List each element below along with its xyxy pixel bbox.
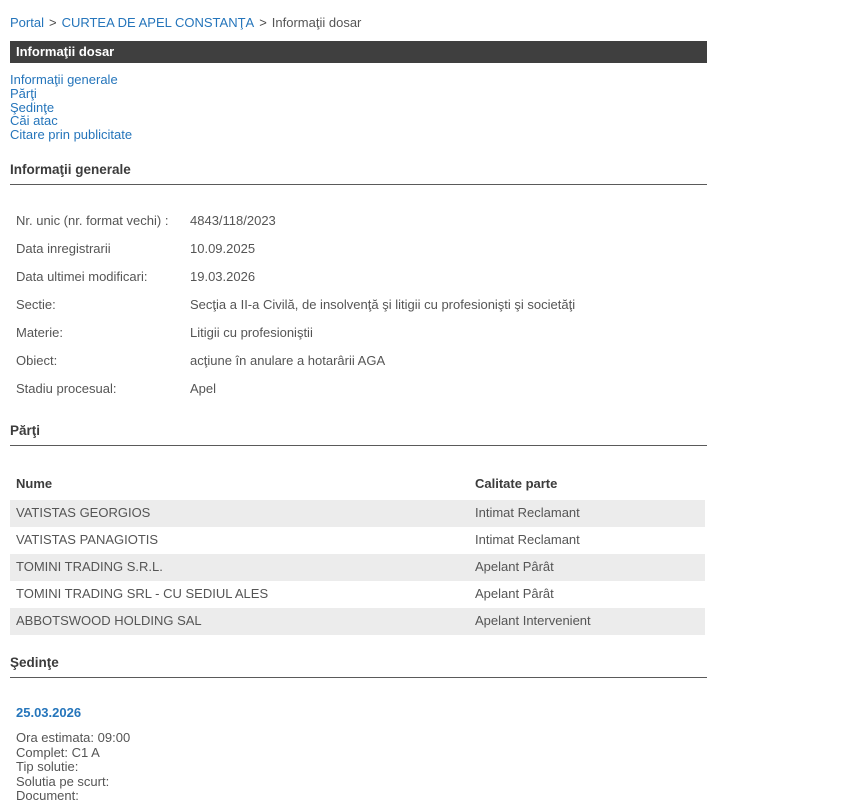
nav-link-sedinte[interactable]: Şedinţe <box>10 99 55 115</box>
hearing-detail-solutia-pe-scurt: Solutia pe scurt: <box>16 773 110 789</box>
party-name: TOMINI TRADING S.R.L. <box>16 558 163 574</box>
nav-link-cai-atac[interactable]: Căi atac <box>10 113 58 129</box>
info-row-data-inregistrarii <box>10 235 707 263</box>
parties-table-header <box>10 470 705 500</box>
hearing-entry <box>10 704 707 804</box>
table-row <box>10 500 705 527</box>
info-label: Materie: <box>16 324 63 340</box>
section-nav <box>10 73 707 142</box>
party-role: Apelant Pârât <box>475 558 554 574</box>
hearing-detail-ora-estimata: Ora estimata: 09:00 <box>16 729 131 745</box>
party-name: ABBOTSWOOD HOLDING SAL <box>16 612 202 628</box>
nav-link-parti[interactable]: Părţi <box>10 85 37 101</box>
party-role: Intimat Reclamant <box>475 531 580 547</box>
breadcrumb-link-court[interactable]: CURTEA DE APEL CONSTANŢA <box>61 15 255 30</box>
general-info-table <box>10 207 707 403</box>
breadcrumb-link-portal[interactable]: Portal <box>10 15 44 30</box>
info-label: Data ultimei modificari: <box>16 268 148 284</box>
breadcrumb <box>10 0 707 30</box>
breadcrumb-current: Informaţii dosar <box>271 15 362 30</box>
info-row-obiect <box>10 347 707 375</box>
party-name: VATISTAS PANAGIOTIS <box>16 531 159 547</box>
table-row <box>10 581 705 608</box>
table-row <box>10 554 705 581</box>
parties-table <box>10 470 705 635</box>
nav-link-citare-prin-publicitate[interactable]: Citare prin publicitate <box>10 127 133 143</box>
party-role: Intimat Reclamant <box>475 504 580 520</box>
info-row-nr-unic <box>10 207 707 235</box>
column-header-calitate-parte: Calitate parte <box>475 475 558 491</box>
info-value: 19.03.2026 <box>190 268 256 284</box>
hearing-detail-tip-solutie: Tip solutie: <box>16 759 79 775</box>
info-row-sectie <box>10 291 707 319</box>
info-value: acţiune în anulare a hotarârii AGA <box>190 352 386 368</box>
breadcrumb-separator: > <box>259 15 267 30</box>
party-name: TOMINI TRADING SRL - CU SEDIUL ALES <box>16 585 269 601</box>
hearing-detail-complet: Complet: C1 A <box>16 744 100 760</box>
section-heading-informatii-generale: Informaţii generale <box>10 162 707 185</box>
info-label: Nr. unic (nr. format vechi) : <box>16 212 169 228</box>
info-row-stadiu-procesual <box>10 375 707 403</box>
info-label: Obiect: <box>16 352 58 368</box>
section-heading-parti: Părţi <box>10 423 707 446</box>
hearing-detail-document: Document: <box>16 788 79 804</box>
info-label: Sectie: <box>16 296 56 312</box>
party-role: Apelant Intervenient <box>475 612 591 628</box>
column-header-nume: Nume <box>16 475 53 491</box>
info-row-materie <box>10 319 707 347</box>
info-value: Secţia a II-a Civilă, de insolvenţă şi litigii cu profesionişti şi societăţi <box>190 296 576 312</box>
info-row-data-ultimei-modificari <box>10 263 707 291</box>
table-row <box>10 527 705 554</box>
info-label: Stadiu procesual: <box>16 380 117 396</box>
hearing-date-link[interactable]: 25.03.2026 <box>16 704 82 720</box>
table-row <box>10 608 705 635</box>
info-value: 10.09.2025 <box>190 240 256 256</box>
party-role: Apelant Pârât <box>475 585 554 601</box>
info-label: Data inregistrarii <box>16 240 111 256</box>
breadcrumb-separator: > <box>48 15 57 30</box>
page-title-bar: Informaţii dosar <box>10 41 707 63</box>
nav-link-informatii-generale[interactable]: Informaţii generale <box>10 72 118 87</box>
hearing-details <box>16 731 707 804</box>
info-value: Apel <box>190 380 217 396</box>
section-heading-sedinte: Şedinţe <box>10 655 707 678</box>
info-value: 4843/118/2023 <box>190 212 276 228</box>
party-name: VATISTAS GEORGIOS <box>16 504 151 520</box>
info-value: Litigii cu profesioniştii <box>190 324 313 340</box>
